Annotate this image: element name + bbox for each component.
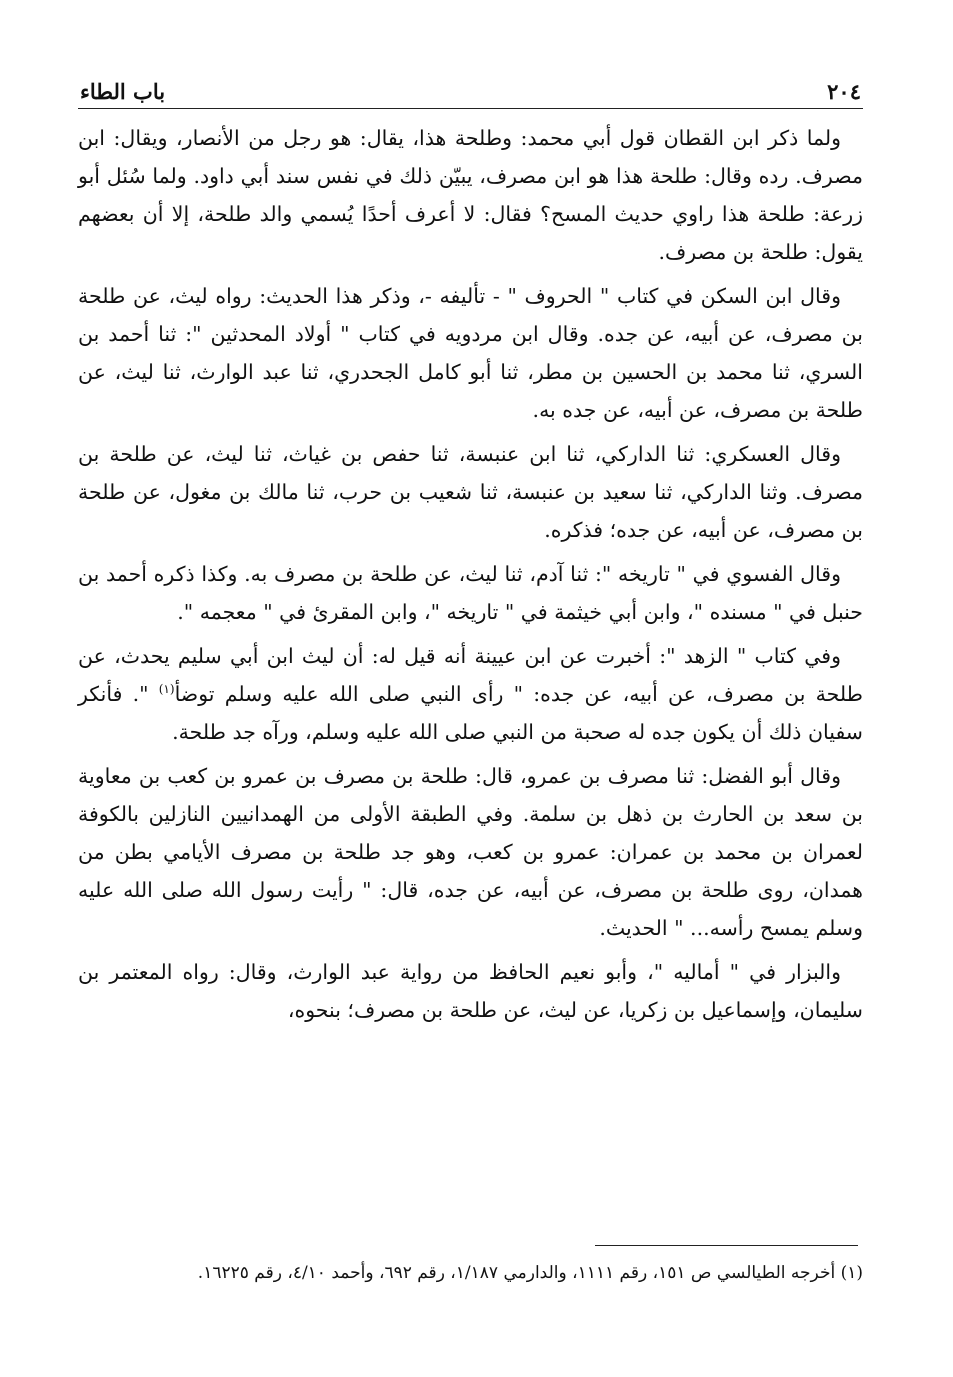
paragraph-with-footnote — [78, 637, 863, 751]
paragraph-text: وفي كتاب " الزهد ": أخبرت عن ابن عيينة أنه قيل له: أن ليث ابن أبي سليم يحدث، عن طلحة بن مصرف، عن أبيه، عن جده: " رأى النبي صلى الله عليه وسلم توضأ — [78, 644, 863, 706]
footnote-reference[interactable]: (١) — [158, 682, 175, 697]
paragraph: وقال أبو الفضل: ثنا مصرف بن عمرو، قال: طلحة بن مصرف بن عمرو بن كعب بن معاوية بن سعد بن الحارث بن ذهل بن سلمة. وفي الطبقة الأولى من الهمدانيين النازلين بالكوفة لعمران بن محمد بن عمران: عمرو بن كعب، وهو جد طلحة بن مصرف الأيامي بطن من همدان، روى طلحة بن مصرف، عن أبيه، عن جده، قال: " رأيت رسول الله صلى الله عليه وسلم يمسح رأسه... " الحديث. — [78, 764, 863, 940]
page — [78, 60, 863, 1035]
chapter-title: باب الطاء — [80, 79, 166, 104]
paragraph: وقال العسكري: ثنا الداركي، ثنا ابن عنبسة، ثنا حفص بن غياث، ثنا ليث، عن طلحة بن مصرف. وثنا الداركي، ثنا سعيد بن عنبسة، ثنا شعيب بن حرب، ثنا مالك بن مغول، عن طلحة بن مصرف، عن أبيه، عن جده؛ فذكره. — [78, 442, 863, 542]
paragraph: وقال الفسوي في " تاريخه ": ثنا آدم، ثنا ليث، عن طلحة بن مصرف به. وكذا ذكره أحمد بن حنبل في " مسنده "، وابن أبي خيثمة في " تاريخه "، وابن المقرئ في " معجمه ". — [78, 562, 863, 624]
running-header — [78, 60, 863, 109]
page-number: ٢٠٤ — [827, 79, 861, 104]
paragraph: ولما ذكر ابن القطان قول أبي محمد: وطلحة هذا، يقال: هو رجل من الأنصار، ويقال: ابن مصرف. رده وقال: طلحة هذا هو ابن مصرف، يبيّن ذلك في نفس سند أبي داود. ولما سُئل أبو زرعة: طلحة هذا راوي حديث المسح؟ فقال: لا أعرف أحدًا يُسمي والد طلحة، إلا أن بعضهم يقول: طلحة بن مصرف. — [78, 126, 863, 264]
paragraph: وقال ابن السكن في كتاب " الحروف " - تأليفه -، وذكر هذا الحديث: رواه ليث، عن طلحة بن مصرف، عن أبيه، عن جده. وقال ابن مردويه في كتاب " أولاد المحدثين ": ثنا أحمد بن السري، ثنا محمد بن الحسين بن مطر، ثنا أبو كامل الجحدري، ثنا عبد الوارث، ثنا ليث، عن طلحة بن مصرف، عن أبيه، عن جده به. — [78, 284, 863, 422]
footnote-divider — [595, 1245, 858, 1246]
paragraph-text-continued: ". فأنكر سفيان ذلك أن يكون جده له صحبة من النبي صلى الله عليه وسلم، ورآه جد طلحة. — [78, 682, 863, 744]
footnote: (١) أخرجه الطيالسي ص ١٥١، رقم ١١١١، والدارمي ١/١٨٧، رقم ٦٩٢، وأحمد ٤/١٠، رقم ١٦٢٢٥. — [197, 1263, 863, 1283]
main-text — [78, 119, 863, 1029]
paragraph: والبزار في " أماليه "، وأبو نعيم الحافظ من رواية عبد الوارث، وقال: رواه المعتمر بن سليمان، وإسماعيل بن زكريا، عن ليث، عن طلحة بن مصرف؛ بنحوه، — [78, 960, 863, 1022]
